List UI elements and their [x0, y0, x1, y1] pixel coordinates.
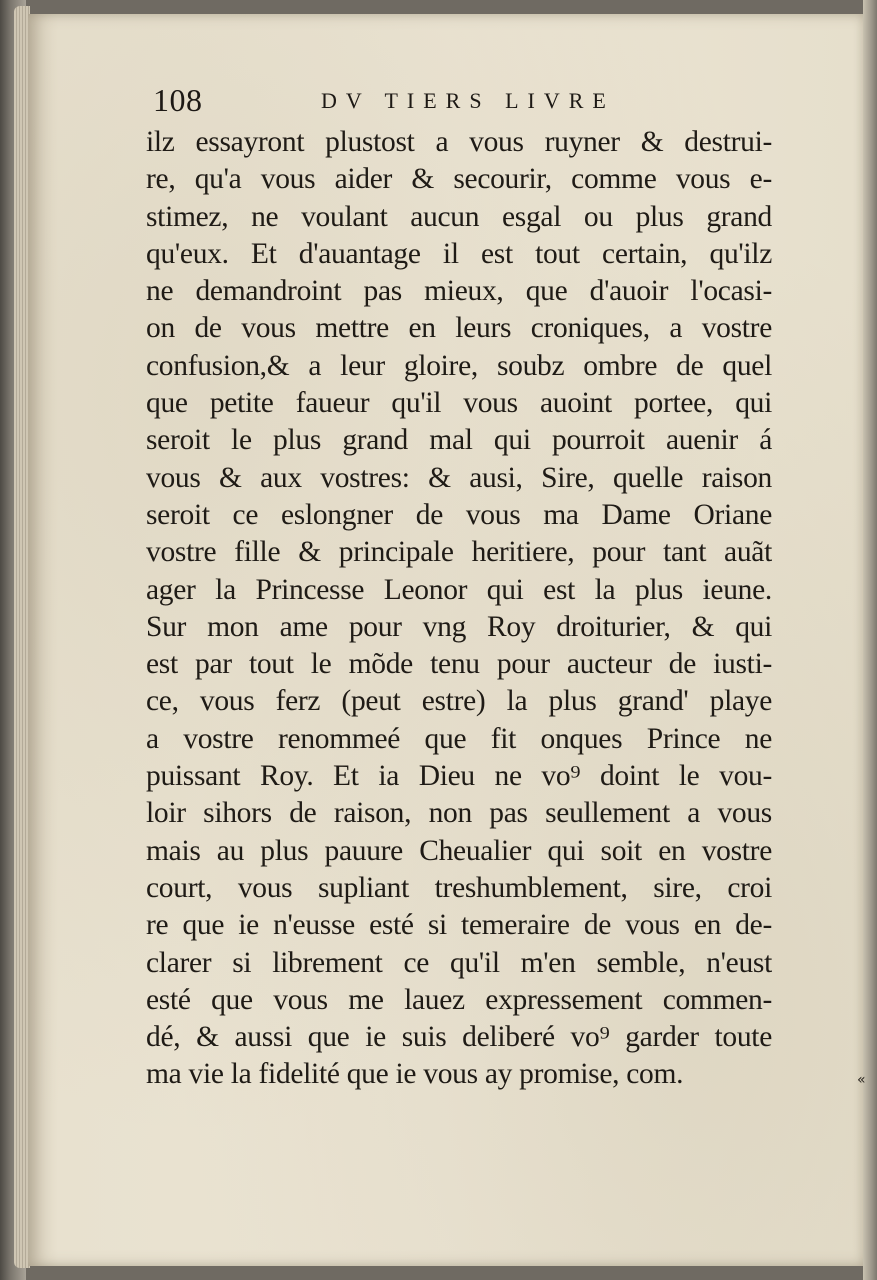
- text-line: ne demandroint pas mieux, que d'auoir l'ocasi-: [146, 275, 772, 308]
- text-line: confusion,& a leur gloire, soubz ombre de quel: [146, 349, 772, 382]
- text-line: qu'eux. Et d'auantage il est tout certain, qu'ilz: [146, 237, 772, 270]
- text-line: ma vie la fidelité que ie vous ay promise, com.: [146, 1058, 684, 1091]
- text-line: dé, & aussi que ie suis deliberé vo⁹ garder toute: [146, 1021, 772, 1054]
- text-line: clarer si librement ce qu'il m'en semble, n'eust: [146, 946, 772, 979]
- text-line: mais au plus pauure Cheualier qui soit en vostre: [146, 834, 772, 867]
- body-text: [146, 124, 772, 1094]
- text-line: court, vous supliant treshumblement, sire, croi: [146, 871, 772, 904]
- text-line: a vostre renommeé que fit onques Prince ne: [146, 722, 772, 755]
- text-line: ce, vous ferz (peut estre) la plus grand' playe: [146, 685, 772, 718]
- text-line: re que ie n'eusse esté si temeraire de vous en de-: [146, 909, 772, 942]
- text-line: puissant Roy. Et ia Dieu ne vo⁹ doint le vou-: [146, 760, 772, 793]
- text-line: loir sihors de raison, non pas seullement a vous: [146, 797, 772, 830]
- text-line: seroit le plus grand mal qui pourroit auenir á: [146, 424, 772, 457]
- text-line: vostre fille & principale heritiere, pour tant auãt: [146, 536, 772, 569]
- text-line: seroit ce eslongner de vous ma Dame Oriane: [146, 498, 772, 531]
- text-line: que petite faueur qu'il vous auoint portee, qui: [146, 387, 772, 420]
- running-title: DV TIERS LIVRE: [321, 88, 615, 113]
- margin-mark: «: [857, 1072, 866, 1088]
- text-line: esté que vous me lauez expressement commen-: [146, 983, 772, 1016]
- text-line: est par tout le mõde tenu pour aucteur de iusti-: [146, 648, 772, 681]
- page-number: 108: [153, 82, 203, 118]
- page-edges-right: [863, 0, 877, 1280]
- text-line: stimez, ne voulant aucun esgal ou plus grand: [146, 200, 772, 233]
- text-line: ilz essayront plustost a vous ruyner & destrui-: [146, 126, 772, 158]
- text-line: on de vous mettre en leurs croniques, a vostre: [146, 312, 772, 345]
- text-line: Sur mon ame pour vng Roy droiturier, & qui: [146, 610, 772, 643]
- text-line: vous & aux vostres: & ausi, Sire, quelle raison: [146, 461, 772, 494]
- text-line: ager la Princesse Leonor qui est la plus ieune.: [146, 573, 772, 606]
- page-header: [153, 78, 753, 122]
- text-line: re, qu'a vous aider & secourir, comme vous e-: [146, 163, 772, 196]
